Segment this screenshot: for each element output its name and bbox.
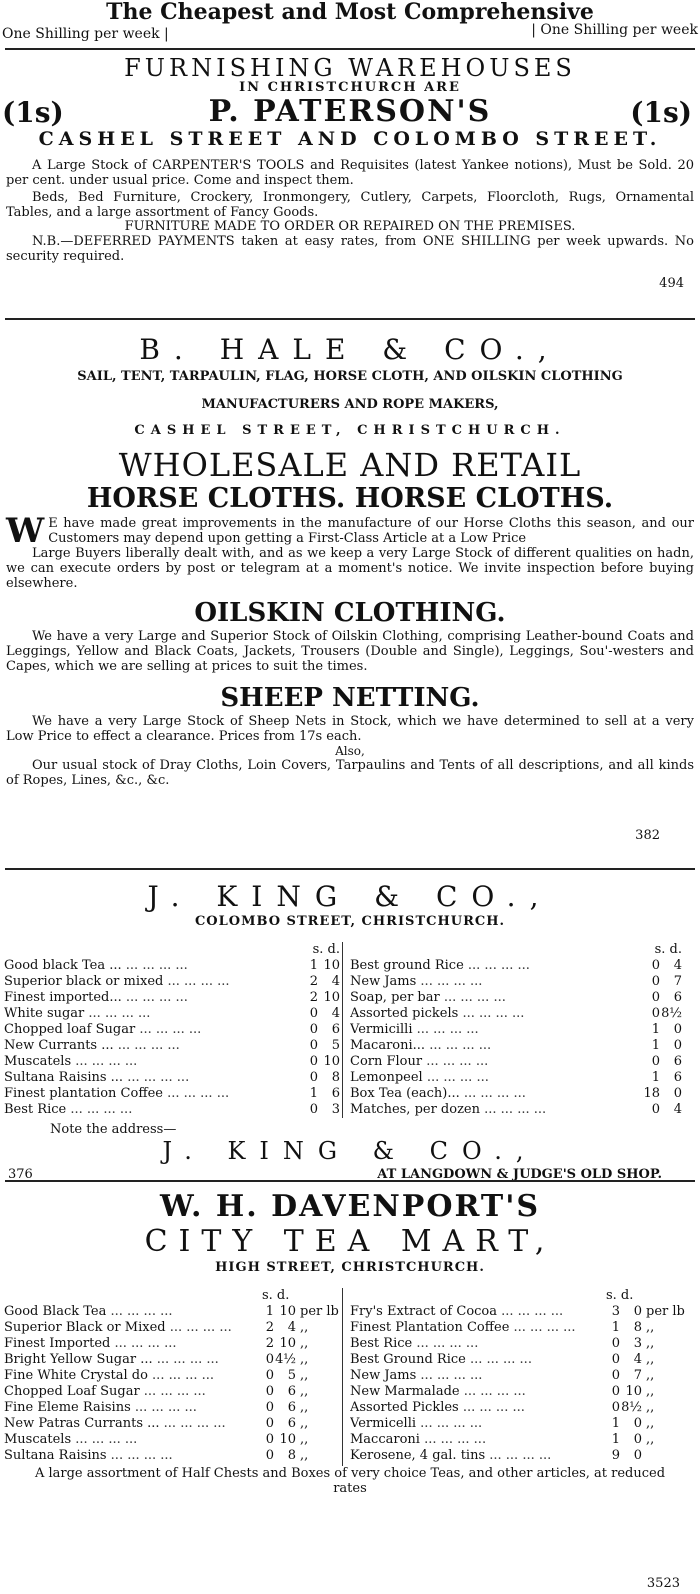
list-item	[4, 1054, 340, 1070]
price-pence: 10	[323, 958, 340, 973]
price-unit: per lb	[300, 1304, 339, 1319]
list-item	[350, 1368, 686, 1384]
list-item	[350, 1448, 686, 1464]
title-christchurch: IN CHRISTCHURCH ARE	[239, 80, 461, 95]
price-shillings: 0	[611, 1352, 620, 1367]
price-unit: ,,	[300, 1448, 309, 1463]
price-pence: 8	[331, 1070, 340, 1085]
list-item	[350, 1086, 682, 1102]
item-name: Lemonpeel	[350, 1070, 423, 1085]
leader-dots: ... ... ... ...	[162, 1086, 230, 1101]
leader-dots: ... ... ... ...	[123, 1070, 190, 1085]
list-item	[350, 1038, 682, 1054]
price-pence: 5	[331, 1038, 340, 1053]
column-divider	[342, 942, 343, 1118]
leader-dots: ... ... ... ...	[463, 958, 530, 973]
davenport-advert	[0, 1189, 700, 1591]
item-name: New Marmalade	[350, 1384, 460, 1399]
leader-dots: ... ... ... ...	[480, 1102, 547, 1117]
item-name: Sultana Raisins	[4, 1448, 107, 1463]
item-name: Matches, per dozen	[350, 1102, 480, 1117]
price-shillings: 1	[611, 1320, 620, 1335]
price-pence: 3	[633, 1336, 642, 1351]
item-name: Finest plantation Coffee	[4, 1086, 163, 1101]
price-pence: 0	[673, 1086, 682, 1101]
item-name: Vermicelli	[350, 1416, 417, 1431]
item-name: Finest Imported	[4, 1336, 111, 1351]
oilskin-head: OILSKIN CLOTHING.	[194, 598, 506, 628]
headline: The Cheapest and Most Comprehensive	[106, 0, 594, 25]
horse-cloths-head: HORSE CLOTHS. HORSE CLOTHS.	[86, 483, 614, 514]
price-shillings: 2	[265, 1320, 274, 1335]
leader-dots: ... ... ... ...	[113, 1038, 180, 1053]
item-name: New Currants ...	[4, 1038, 114, 1053]
price-unit	[642, 1448, 686, 1464]
list-item	[4, 1368, 340, 1384]
price-pence: 10	[323, 1054, 340, 1069]
badge-right: (1s)	[630, 96, 692, 129]
list-item	[350, 1102, 682, 1118]
price-shillings: 1	[309, 958, 318, 973]
para-dray: Our usual stock of Dray Cloths, Loin Covers, Tarpaulins and Tents of all descriptions, and all kinds of Ropes, Lines, &c., &c.	[6, 758, 694, 788]
leader-dots: ... ... ... ...	[412, 1336, 479, 1351]
item-name: Fine White Crystal do	[4, 1368, 148, 1383]
units: s. d.	[606, 1288, 634, 1303]
left-note: One Shilling per week |	[2, 26, 169, 42]
price-pence: 10	[625, 1384, 642, 1399]
para-tools: A Large Stock of CARPENTER'S TOOLS and Requisites (latest Yankee notions), Must be Sold. 20 per cent. under usual price. Come and inspect them.	[6, 158, 694, 188]
davenport-right-column	[350, 1288, 686, 1464]
list-item	[350, 1070, 682, 1086]
price-shillings: 1	[611, 1416, 620, 1431]
davenport-left-column	[4, 1288, 340, 1464]
list-item	[350, 1432, 686, 1448]
item-name: Assorted Pickles	[350, 1400, 459, 1415]
davenport-price-list	[0, 1288, 700, 1466]
item-name: Chopped loaf Sugar	[4, 1022, 136, 1037]
divider	[5, 1180, 695, 1182]
price-shillings: 0	[265, 1448, 274, 1463]
king-name: J. KING & CO.,	[147, 880, 553, 913]
item-name: Finest Plantation Coffee	[350, 1320, 510, 1335]
leader-dots: ... ... ... ...	[121, 958, 188, 973]
davenport-name: W. H. DAVENPORT'S	[159, 1189, 541, 1224]
list-item	[4, 1022, 340, 1038]
price-pence: 8	[633, 1320, 642, 1335]
sheep-head: SHEEP NETTING.	[220, 683, 480, 713]
price-unit: per lb	[646, 1304, 685, 1319]
para-furniture: FURNITURE MADE TO ORDER OR REPAIRED ON THE PREMISES.	[124, 219, 576, 234]
leader-dots: ... ... ... ...	[425, 1038, 492, 1053]
price-shillings: 1	[611, 1432, 620, 1447]
price-pence: 0	[633, 1416, 642, 1431]
units: s. d.	[262, 1288, 290, 1303]
item-name: New Jams	[350, 974, 417, 989]
king-right-column	[350, 942, 682, 1118]
king-name-2: J. KING & CO.,	[162, 1137, 538, 1165]
list-item	[350, 1022, 682, 1038]
price-pence: 4½	[275, 1352, 296, 1367]
item-name: Fry's Extract of Cocoa	[350, 1304, 498, 1319]
price-pence: 6	[331, 1022, 340, 1037]
price-shillings: 0	[651, 990, 660, 1005]
price-shillings: 1	[265, 1304, 274, 1319]
price-pence: 4	[673, 1102, 682, 1117]
price-unit: ,,	[300, 1432, 309, 1447]
wholesale-head: WHOLESALE AND RETAIL	[118, 446, 582, 484]
list-item	[350, 974, 682, 990]
price-pence: 10	[279, 1432, 296, 1447]
paterson-advert	[0, 0, 700, 291]
price-unit: ,,	[646, 1384, 655, 1399]
dropcap: W	[6, 511, 45, 551]
list-item	[4, 1038, 340, 1054]
item-name: Chopped Loaf Sugar	[4, 1384, 140, 1399]
tea-mart-title: CITY TEA MART,	[144, 1224, 556, 1259]
item-name: Superior black or mixed	[4, 974, 164, 989]
price-shillings: 0	[611, 1368, 620, 1383]
list-item	[4, 1102, 340, 1118]
list-item	[350, 1054, 682, 1070]
list-item	[350, 1352, 686, 1368]
list-item	[4, 1086, 340, 1102]
price-pence: 0	[673, 1022, 682, 1037]
item-name: Best Rice	[350, 1336, 413, 1351]
leader-dots: ... ... ... ...	[165, 1320, 232, 1335]
also: Also,	[335, 744, 365, 758]
para-payments: N.B.—DEFERRED PAYMENTS taken at easy rates, from ONE SHILLING per week upwards. No security required.	[6, 234, 694, 264]
para-beds: Beds, Bed Furniture, Crockery, Ironmongery, Cutlery, Carpets, Floorcloth, Rugs, Ornamental Tables, and a large assortment of Fancy Goods.	[6, 190, 694, 220]
leader-dots: ... ... ... ...	[71, 1432, 138, 1447]
list-item	[4, 1352, 340, 1368]
leader-dots: ... ... ... ...	[459, 1086, 526, 1101]
badge-left: (1s)	[2, 96, 64, 129]
list-item	[350, 990, 682, 1006]
price-pence: 4	[331, 1006, 340, 1021]
price-unit: ,,	[646, 1352, 655, 1367]
price-shillings: 0	[265, 1352, 274, 1367]
leader-dots: ... ... ... ...	[66, 1102, 133, 1117]
list-item	[4, 1416, 340, 1432]
para-buyers: Large Buyers liberally dealt with, and as we keep a very Large Stock of different qualities on hadn, we can execute orders by post or telegram at a moment's notice. We invite inspection before buying elsewhere.	[6, 546, 694, 591]
price-pence: 3	[331, 1102, 340, 1117]
price-unit: ,,	[300, 1336, 309, 1351]
davenport-footer: A large assortment of Half Chests and Boxes of very choice Teas, and other articles, at reduced rates	[34, 1466, 666, 1496]
leader-dots: ... ... ... ...	[84, 1006, 151, 1021]
leader-dots: ... ... ... ...	[459, 1384, 526, 1399]
leader-dots: ... ... ... ...	[106, 1448, 173, 1463]
ref-3523: 3523	[646, 1576, 680, 1591]
hale-line2: MANUFACTURERS AND ROPE MAKERS,	[201, 397, 499, 412]
price-shillings: 0	[309, 1022, 318, 1037]
ref-382: 382	[635, 828, 660, 843]
price-shillings: 1	[309, 1086, 318, 1101]
list-item	[4, 1304, 340, 1320]
price-shillings: 2	[309, 990, 318, 1005]
leader-dots: ... ... ... ...	[130, 1400, 197, 1415]
price-shillings: 3	[611, 1304, 620, 1319]
divider	[5, 318, 695, 320]
price-pence: 4	[287, 1320, 296, 1335]
leader-dots: ... ... ... ...	[509, 1320, 576, 1335]
item-name: Good black Tea ...	[4, 958, 122, 973]
hale-line1: SAIL, TENT, TARPAULIN, FLAG, HORSE CLOTH, AND OILSKIN CLOTHING	[77, 369, 623, 384]
price-unit: ,,	[300, 1368, 309, 1383]
price-shillings: 0	[309, 1102, 318, 1117]
ref-494: 494	[659, 276, 684, 291]
hale-name: B. HALE & CO.,	[139, 333, 561, 366]
units: s. d.	[312, 942, 340, 957]
item-name: New Patras Currants ...	[4, 1416, 160, 1431]
item-name: Assorted pickels	[350, 1006, 459, 1021]
item-name: Box Tea (each)...	[350, 1086, 460, 1101]
leader-dots: ... ... ... ...	[422, 1054, 489, 1069]
leader-dots: ... ... ... ...	[416, 1416, 483, 1431]
king-advert	[0, 880, 700, 1185]
item-name: Best Rice	[4, 1102, 67, 1117]
leader-dots: ... ... ... ...	[412, 1022, 479, 1037]
para-horse-cloths: E have made great improvements in the manufacture of our Horse Cloths this season, and our Customers may depend upon getting a First-Class Article at a Low Price	[48, 516, 694, 546]
divider	[5, 868, 695, 870]
leader-dots: ... ... ... ...	[152, 1352, 219, 1367]
price-pence: 6	[673, 1054, 682, 1069]
price-pence: 0	[633, 1448, 642, 1463]
price-shillings: 0	[265, 1416, 274, 1431]
price-shillings: 0	[309, 1006, 318, 1021]
price-shillings: 0	[265, 1368, 274, 1383]
price-shillings: 1	[651, 1070, 660, 1085]
price-pence: 8½	[661, 1006, 682, 1021]
leader-dots: ... ... ... ...	[485, 1448, 552, 1463]
item-name: Good Black Tea	[4, 1304, 107, 1319]
leader-dots: ... ... ... ...	[106, 1304, 173, 1319]
price-shillings: 0	[651, 1054, 660, 1069]
price-shillings: 1	[651, 1022, 660, 1037]
price-shillings: 0	[309, 1070, 318, 1085]
item-name: Best Ground Rice	[350, 1352, 466, 1367]
price-shillings: 0	[611, 1384, 620, 1399]
price-unit: ,,	[300, 1416, 309, 1431]
price-shillings: 18	[643, 1086, 660, 1101]
price-shillings: 0	[265, 1384, 274, 1399]
right-note: | One Shilling per week	[531, 22, 698, 38]
price-pence: 4	[331, 974, 340, 989]
price-shillings: 2	[265, 1336, 274, 1351]
list-item	[4, 990, 340, 1006]
list-item	[4, 1320, 340, 1336]
divider	[5, 48, 695, 50]
price-pence: 8½	[621, 1400, 642, 1415]
price-pence: 6	[287, 1384, 296, 1399]
paterson-address: CASHEL STREET AND COLOMBO STREET.	[38, 128, 662, 150]
davenport-address: HIGH STREET, CHRISTCHURCH.	[215, 1260, 485, 1275]
item-name: Kerosene, 4 gal. tins	[350, 1448, 486, 1463]
price-pence: 6	[331, 1086, 340, 1101]
price-shillings: 0	[651, 1102, 660, 1117]
price-shillings: 9	[611, 1448, 620, 1463]
price-shillings: 0	[651, 958, 660, 973]
leader-dots: ... ... ... ...	[416, 974, 483, 989]
leader-dots: ... ... ... ...	[465, 1352, 532, 1367]
price-unit: ,,	[300, 1384, 309, 1399]
price-pence: 10	[323, 990, 340, 1005]
leader-dots: ... ... ... ...	[121, 990, 188, 1005]
item-name: White sugar	[4, 1006, 85, 1021]
ref-376: 376	[8, 1167, 33, 1182]
price-unit: ,,	[646, 1400, 655, 1415]
price-pence: 0	[633, 1432, 642, 1447]
price-pence: 5	[287, 1368, 296, 1383]
leader-dots: ... ... ... ...	[458, 1400, 525, 1415]
king-left-column	[4, 942, 340, 1118]
leader-dots: ... ... ... ...	[439, 990, 506, 1005]
price-pence: 6	[287, 1400, 296, 1415]
price-pence: 10	[279, 1336, 296, 1351]
price-pence: 0	[673, 1038, 682, 1053]
price-pence: 10	[279, 1304, 296, 1319]
price-shillings: 0	[651, 974, 660, 989]
item-name: Fine Eleme Raisins	[4, 1400, 131, 1415]
price-pence: 4	[633, 1352, 642, 1367]
list-item	[4, 1336, 340, 1352]
paterson-name: P. PATERSON'S	[208, 94, 492, 129]
item-name: Macaroni...	[350, 1038, 426, 1053]
king-address: COLOMBO STREET, CHRISTCHURCH.	[194, 914, 506, 929]
list-item	[4, 1070, 340, 1086]
para-sheep: We have a very Large Stock of Sheep Nets in Stock, which we have determined to sell at a very Low Price to effect a clearance. Prices from 17s each.	[6, 714, 694, 744]
leader-dots: ... ... ... ...	[71, 1054, 138, 1069]
leader-dots: ... ... ... ...	[458, 1006, 525, 1021]
leader-dots: ... ... ... ...	[163, 974, 230, 989]
price-pence: 6	[287, 1416, 296, 1431]
price-shillings: 0	[611, 1336, 620, 1351]
item-name: Best ground Rice	[350, 958, 464, 973]
price-shillings: 0	[309, 1038, 318, 1053]
list-item	[350, 958, 682, 974]
price-unit: ,,	[300, 1400, 309, 1415]
price-unit: ,,	[646, 1336, 655, 1351]
price-pence: 8	[287, 1448, 296, 1463]
price-unit: ,,	[646, 1416, 655, 1431]
leader-dots: ... ... ... ...	[139, 1384, 206, 1399]
leader-dots: ... ... ... ...	[416, 1368, 483, 1383]
hale-advert	[0, 333, 700, 843]
list-item	[4, 1384, 340, 1400]
price-unit: ,,	[646, 1320, 655, 1335]
list-item	[350, 1006, 682, 1022]
list-item	[350, 1384, 686, 1400]
price-pence: 7	[673, 974, 682, 989]
column-divider	[342, 1288, 343, 1466]
item-name: Finest imported...	[4, 990, 122, 1005]
leader-dots: ... ... ... ...	[147, 1368, 215, 1383]
leader-dots: ... ... ... ...	[419, 1432, 487, 1447]
item-name: Sultana Raisins ...	[4, 1070, 124, 1085]
list-item	[350, 1304, 686, 1320]
item-name: Soap, per bar	[350, 990, 440, 1005]
price-shillings: 0	[309, 1054, 318, 1069]
price-shillings: 0	[611, 1400, 620, 1415]
list-item	[4, 1432, 340, 1448]
price-unit: ,,	[300, 1352, 309, 1367]
price-unit: ,,	[646, 1432, 655, 1447]
note-address: Note the address—	[50, 1122, 177, 1137]
item-name: New Jams	[350, 1368, 417, 1383]
leader-dots: ... ... ... ...	[110, 1336, 177, 1351]
price-pence: 4	[673, 958, 682, 973]
list-item	[350, 1400, 686, 1416]
price-pence: 6	[673, 1070, 682, 1085]
price-pence: 7	[633, 1368, 642, 1383]
list-item	[4, 958, 340, 974]
price-shillings: 0	[265, 1400, 274, 1415]
leader-dots: ... ... ... ...	[422, 1070, 489, 1085]
item-name: Vermicilli	[350, 1022, 413, 1037]
list-item	[4, 1006, 340, 1022]
list-item	[4, 974, 340, 990]
price-shillings: 0	[265, 1432, 274, 1447]
hale-address: CASHEL STREET, CHRISTCHURCH.	[134, 423, 566, 438]
price-shillings: 0	[651, 1006, 660, 1021]
price-unit: ,,	[300, 1320, 309, 1335]
item-name: Muscatels	[4, 1432, 72, 1447]
price-pence: 0	[633, 1304, 642, 1319]
item-name: Bright Yellow Sugar ...	[4, 1352, 153, 1367]
title-furnishing: FURNISHING WAREHOUSES	[124, 54, 576, 82]
price-shillings: 2	[309, 974, 318, 989]
price-unit: ,,	[646, 1368, 655, 1383]
list-item	[350, 1320, 686, 1336]
price-shillings: 1	[651, 1038, 660, 1053]
price-pence: 6	[673, 990, 682, 1005]
list-item	[350, 1336, 686, 1352]
list-item	[4, 1400, 340, 1416]
para-oilskin: We have a very Large and Superior Stock of Oilskin Clothing, comprising Leather-bound Coats and Leggings, Yellow and Black Coats, Jackets, Trousers (Double and Single), Leggings, Sou'-westers and Capes, which we are selling at prices to suit the times.	[6, 629, 694, 674]
units: s. d.	[654, 942, 682, 957]
king-shop: AT LANGDOWN & JUDGE'S OLD SHOP.	[377, 1167, 662, 1182]
item-name: Corn Flour	[350, 1054, 423, 1069]
leader-dots: ... ... ... ...	[497, 1304, 564, 1319]
leader-dots: ... ... ... ...	[135, 1022, 202, 1037]
leader-dots: ... ... ... ...	[159, 1416, 226, 1431]
item-name: Muscatels	[4, 1054, 72, 1069]
item-name: Maccaroni	[350, 1432, 420, 1447]
list-item	[4, 1448, 340, 1464]
list-item	[350, 1416, 686, 1432]
king-price-list	[0, 942, 700, 1118]
item-name: Superior Black or Mixed	[4, 1320, 166, 1335]
